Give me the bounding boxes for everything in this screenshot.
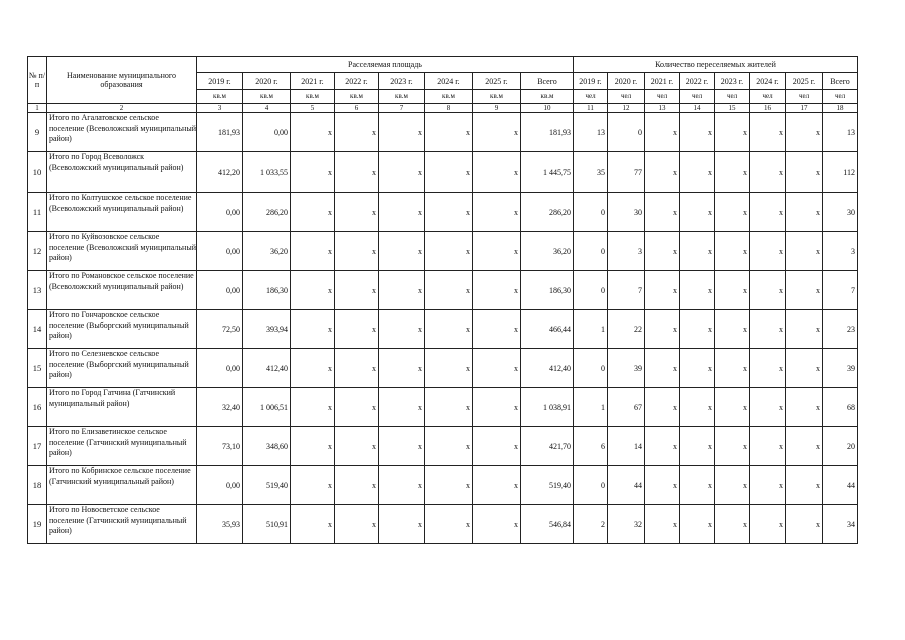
residents-value-cell: x	[750, 271, 786, 310]
residents-value-cell: 3	[608, 232, 645, 271]
residents-value-cell: x	[750, 466, 786, 505]
residents-value-cell: 32	[608, 505, 645, 544]
area-value-cell: 186,30	[243, 271, 291, 310]
area-value-cell: x	[379, 466, 425, 505]
residents-value-cell: x	[645, 427, 680, 466]
municipality-name: Итого по Елизаветинское сельское поселение (Гатчинский муниципальный район)	[47, 427, 197, 466]
area-value-cell: x	[425, 271, 473, 310]
residents-value-cell: x	[715, 193, 750, 232]
residents-total-cell: 7	[823, 271, 858, 310]
residents-total-cell: 68	[823, 388, 858, 427]
column-number-cell: 12	[608, 104, 645, 113]
residents-value-cell: 67	[608, 388, 645, 427]
residents-value-cell: x	[645, 388, 680, 427]
area-total-cell: 181,93	[521, 113, 574, 152]
area-value-cell: x	[425, 349, 473, 388]
area-year-header: 2023 г.	[379, 73, 425, 90]
area-value-cell: x	[291, 193, 335, 232]
municipality-name: Итого по Куйвозовское сельское поселение (Всеволожский муниципальный район)	[47, 232, 197, 271]
area-value-cell: 412,20	[197, 152, 243, 193]
municipality-name: Итого по Романовское сельское поселение (Всеволожский муниципальный район)	[47, 271, 197, 310]
residents-value-cell: 14	[608, 427, 645, 466]
residents-value-cell: x	[786, 427, 823, 466]
report-page	[27, 56, 858, 544]
residents-year-header: 2022 г.	[680, 73, 715, 90]
table-row	[28, 232, 858, 271]
residents-unit-cell: чел	[750, 90, 786, 104]
municipality-name: Итого по Гончаровское сельское поселение (Выборгский муниципальный район)	[47, 310, 197, 349]
area-year-header: Всего	[521, 73, 574, 90]
residents-value-cell: 30	[608, 193, 645, 232]
area-value-cell: x	[473, 427, 521, 466]
residents-value-cell: x	[680, 152, 715, 193]
residents-value-cell: 0	[608, 113, 645, 152]
residents-total-cell: 30	[823, 193, 858, 232]
residents-total-cell: 34	[823, 505, 858, 544]
area-value-cell: x	[379, 349, 425, 388]
area-value-cell: x	[291, 466, 335, 505]
area-value-cell: 72,50	[197, 310, 243, 349]
table-row	[28, 505, 858, 544]
table-row	[28, 152, 858, 193]
residents-value-cell: x	[750, 193, 786, 232]
row-number: 10	[28, 152, 47, 193]
row-number: 11	[28, 193, 47, 232]
residents-value-cell: x	[750, 349, 786, 388]
area-value-cell: x	[473, 232, 521, 271]
residents-total-cell: 44	[823, 466, 858, 505]
municipality-name: Итого по Агалатовское сельское поселение (Всеволожский муниципальный район)	[47, 113, 197, 152]
area-value-cell: 348,60	[243, 427, 291, 466]
area-value-cell: 0,00	[197, 193, 243, 232]
residents-total-cell: 3	[823, 232, 858, 271]
residents-value-cell: x	[750, 310, 786, 349]
residents-value-cell: x	[715, 271, 750, 310]
residents-value-cell: 1	[574, 388, 608, 427]
residents-unit-cell: чел	[608, 90, 645, 104]
area-total-cell: 421,70	[521, 427, 574, 466]
area-unit-cell: кв.м	[243, 90, 291, 104]
area-group-header: Расселяемая площадь	[197, 57, 574, 73]
residents-value-cell: 6	[574, 427, 608, 466]
col-number-header: № п/п	[28, 57, 47, 104]
column-number-cell: 9	[473, 104, 521, 113]
area-value-cell: x	[291, 271, 335, 310]
table-row	[28, 466, 858, 505]
area-value-cell: 0,00	[243, 113, 291, 152]
area-value-cell: x	[473, 388, 521, 427]
residents-value-cell: x	[645, 193, 680, 232]
area-total-cell: 466,44	[521, 310, 574, 349]
area-value-cell: x	[473, 271, 521, 310]
area-value-cell: x	[379, 152, 425, 193]
area-value-cell: x	[335, 271, 379, 310]
area-value-cell: x	[291, 427, 335, 466]
row-number: 12	[28, 232, 47, 271]
residents-value-cell: x	[645, 466, 680, 505]
residents-value-cell: x	[786, 310, 823, 349]
area-value-cell: 0,00	[197, 232, 243, 271]
area-value-cell: 0,00	[197, 349, 243, 388]
column-number-cell: 13	[645, 104, 680, 113]
residents-value-cell: x	[786, 113, 823, 152]
residents-value-cell: 77	[608, 152, 645, 193]
area-value-cell: x	[473, 505, 521, 544]
area-value-cell: x	[335, 427, 379, 466]
area-total-cell: 519,40	[521, 466, 574, 505]
area-value-cell: x	[473, 310, 521, 349]
area-unit-cell: кв.м	[425, 90, 473, 104]
area-total-cell: 412,40	[521, 349, 574, 388]
residents-value-cell: 44	[608, 466, 645, 505]
area-value-cell: x	[379, 505, 425, 544]
residents-value-cell: x	[750, 113, 786, 152]
residents-value-cell: 0	[574, 271, 608, 310]
column-number-cell: 10	[521, 104, 574, 113]
column-number-cell: 16	[750, 104, 786, 113]
column-number-cell: 4	[243, 104, 291, 113]
area-value-cell: x	[335, 310, 379, 349]
residents-value-cell: 35	[574, 152, 608, 193]
area-value-cell: x	[335, 388, 379, 427]
residents-value-cell: x	[715, 505, 750, 544]
area-value-cell: x	[425, 427, 473, 466]
area-total-cell: 36,20	[521, 232, 574, 271]
area-value-cell: 36,20	[243, 232, 291, 271]
residents-total-cell: 20	[823, 427, 858, 466]
residents-value-cell: x	[645, 271, 680, 310]
area-value-cell: 32,40	[197, 388, 243, 427]
residents-value-cell: x	[786, 232, 823, 271]
area-value-cell: x	[291, 113, 335, 152]
column-number-cell: 3	[197, 104, 243, 113]
area-value-cell: x	[379, 232, 425, 271]
table-row	[28, 310, 858, 349]
residents-group-header: Количество переселяемых жителей	[574, 57, 858, 73]
area-value-cell: 181,93	[197, 113, 243, 152]
area-value-cell: 412,40	[243, 349, 291, 388]
municipality-name: Итого по Кобринское сельское поселение (Гатчинский муниципальный район)	[47, 466, 197, 505]
column-number-cell: 11	[574, 104, 608, 113]
area-value-cell: x	[379, 427, 425, 466]
area-total-cell: 186,30	[521, 271, 574, 310]
residents-value-cell: x	[715, 232, 750, 271]
residents-value-cell: x	[715, 427, 750, 466]
area-value-cell: 519,40	[243, 466, 291, 505]
residents-value-cell: x	[786, 466, 823, 505]
area-total-cell: 1 038,91	[521, 388, 574, 427]
area-year-header: 2021 г.	[291, 73, 335, 90]
residents-value-cell: x	[715, 388, 750, 427]
area-value-cell: x	[379, 388, 425, 427]
area-value-cell: x	[425, 388, 473, 427]
table-row	[28, 427, 858, 466]
residents-value-cell: x	[645, 349, 680, 388]
residents-value-cell: x	[750, 232, 786, 271]
residents-total-cell: 13	[823, 113, 858, 152]
area-value-cell: 0,00	[197, 466, 243, 505]
residents-value-cell: x	[680, 388, 715, 427]
area-value-cell: x	[335, 152, 379, 193]
area-value-cell: x	[473, 466, 521, 505]
residents-value-cell: 13	[574, 113, 608, 152]
row-number: 9	[28, 113, 47, 152]
residents-value-cell: x	[680, 505, 715, 544]
residents-value-cell: x	[715, 349, 750, 388]
row-number: 17	[28, 427, 47, 466]
municipality-name: Итого по Колтушское сельское поселение (Всеволожский муниципальный район)	[47, 193, 197, 232]
area-unit-cell: кв.м	[335, 90, 379, 104]
residents-value-cell: x	[786, 388, 823, 427]
area-total-cell: 286,20	[521, 193, 574, 232]
area-value-cell: x	[425, 193, 473, 232]
column-number-cell: 2	[47, 104, 197, 113]
column-number-cell: 15	[715, 104, 750, 113]
area-value-cell: x	[335, 349, 379, 388]
residents-value-cell: x	[680, 193, 715, 232]
residents-total-cell: 39	[823, 349, 858, 388]
area-value-cell: x	[379, 193, 425, 232]
area-value-cell: x	[291, 505, 335, 544]
row-number: 13	[28, 271, 47, 310]
area-value-cell: x	[291, 232, 335, 271]
area-year-header: 2025 г.	[473, 73, 521, 90]
area-value-cell: x	[425, 152, 473, 193]
area-value-cell: x	[425, 466, 473, 505]
column-number-cell: 5	[291, 104, 335, 113]
residents-value-cell: x	[715, 466, 750, 505]
residents-unit-cell: чел	[645, 90, 680, 104]
area-value-cell: x	[473, 152, 521, 193]
residents-value-cell: x	[715, 152, 750, 193]
residents-total-cell: 23	[823, 310, 858, 349]
area-value-cell: 286,20	[243, 193, 291, 232]
residents-value-cell: x	[680, 271, 715, 310]
residents-value-cell: x	[680, 349, 715, 388]
residents-value-cell: x	[680, 310, 715, 349]
area-unit-cell: кв.м	[521, 90, 574, 104]
residents-value-cell: x	[786, 349, 823, 388]
table-row	[28, 193, 858, 232]
area-value-cell: x	[425, 113, 473, 152]
residents-year-header: 2020 г.	[608, 73, 645, 90]
residents-value-cell: x	[645, 232, 680, 271]
area-value-cell: 393,94	[243, 310, 291, 349]
area-year-header: 2022 г.	[335, 73, 379, 90]
area-value-cell: x	[291, 152, 335, 193]
residents-year-header: 2023 г.	[715, 73, 750, 90]
residents-value-cell: x	[786, 152, 823, 193]
residents-value-cell: 7	[608, 271, 645, 310]
table-row	[28, 349, 858, 388]
residents-value-cell: x	[645, 505, 680, 544]
residents-value-cell: 0	[574, 466, 608, 505]
area-unit-cell: кв.м	[291, 90, 335, 104]
residents-value-cell: x	[750, 427, 786, 466]
residents-value-cell: x	[786, 193, 823, 232]
area-value-cell: x	[473, 113, 521, 152]
residents-unit-cell: чел	[823, 90, 858, 104]
area-value-cell: x	[291, 388, 335, 427]
area-year-header: 2024 г.	[425, 73, 473, 90]
col-name-header: Наименование муниципального образования	[47, 57, 197, 104]
residents-value-cell: x	[715, 113, 750, 152]
residents-year-header: 2021 г.	[645, 73, 680, 90]
area-value-cell: x	[425, 505, 473, 544]
area-value-cell: x	[335, 113, 379, 152]
residents-year-header: 2024 г.	[750, 73, 786, 90]
residents-value-cell: 0	[574, 232, 608, 271]
residents-value-cell: 39	[608, 349, 645, 388]
area-unit-cell: кв.м	[473, 90, 521, 104]
residents-value-cell: x	[680, 427, 715, 466]
residents-value-cell: x	[750, 505, 786, 544]
resettlement-table	[27, 56, 858, 544]
area-unit-cell: кв.м	[197, 90, 243, 104]
residents-value-cell: 1	[574, 310, 608, 349]
residents-value-cell: x	[750, 152, 786, 193]
area-value-cell: x	[473, 349, 521, 388]
residents-year-header: 2025 г.	[786, 73, 823, 90]
residents-year-header: 2019 г.	[574, 73, 608, 90]
residents-unit-cell: чел	[574, 90, 608, 104]
residents-unit-cell: чел	[715, 90, 750, 104]
table-row	[28, 388, 858, 427]
area-value-cell: x	[473, 193, 521, 232]
residents-value-cell: x	[680, 466, 715, 505]
area-value-cell: 1 033,55	[243, 152, 291, 193]
area-value-cell: x	[335, 193, 379, 232]
row-number: 15	[28, 349, 47, 388]
municipality-name: Итого по Город Всеволожск (Всеволожский муниципальный район)	[47, 152, 197, 193]
residents-value-cell: x	[680, 232, 715, 271]
residents-unit-cell: чел	[680, 90, 715, 104]
table-row	[28, 113, 858, 152]
residents-value-cell: 0	[574, 193, 608, 232]
residents-total-cell: 112	[823, 152, 858, 193]
column-number-cell: 18	[823, 104, 858, 113]
area-value-cell: 35,93	[197, 505, 243, 544]
area-value-cell: 510,91	[243, 505, 291, 544]
column-number-cell: 7	[379, 104, 425, 113]
residents-value-cell: x	[786, 271, 823, 310]
municipality-name: Итого по Селезневское сельское поселение (Выборгский муниципальный район)	[47, 349, 197, 388]
column-number-cell: 6	[335, 104, 379, 113]
row-number: 14	[28, 310, 47, 349]
area-year-header: 2020 г.	[243, 73, 291, 90]
area-total-cell: 1 445,75	[521, 152, 574, 193]
area-value-cell: x	[379, 113, 425, 152]
row-number: 19	[28, 505, 47, 544]
row-number: 18	[28, 466, 47, 505]
table-row	[28, 271, 858, 310]
column-number-cell: 1	[28, 104, 47, 113]
area-unit-cell: кв.м	[379, 90, 425, 104]
area-value-cell: x	[335, 505, 379, 544]
residents-year-header: Всего	[823, 73, 858, 90]
residents-value-cell: 2	[574, 505, 608, 544]
area-value-cell: x	[425, 310, 473, 349]
residents-value-cell: 0	[574, 349, 608, 388]
residents-value-cell: x	[750, 388, 786, 427]
column-number-cell: 14	[680, 104, 715, 113]
residents-value-cell: x	[680, 113, 715, 152]
residents-value-cell: x	[645, 152, 680, 193]
row-number: 16	[28, 388, 47, 427]
municipality-name: Итого по Город Гатчина (Гатчинский муниципальный район)	[47, 388, 197, 427]
area-value-cell: x	[335, 466, 379, 505]
column-number-cell: 8	[425, 104, 473, 113]
area-value-cell: x	[291, 349, 335, 388]
area-value-cell: x	[291, 310, 335, 349]
residents-value-cell: x	[645, 310, 680, 349]
residents-unit-cell: чел	[786, 90, 823, 104]
area-value-cell: 73,10	[197, 427, 243, 466]
area-year-header: 2019 г.	[197, 73, 243, 90]
area-value-cell: x	[335, 232, 379, 271]
area-value-cell: x	[379, 271, 425, 310]
area-value-cell: x	[379, 310, 425, 349]
residents-value-cell: x	[645, 113, 680, 152]
residents-value-cell: x	[786, 505, 823, 544]
area-value-cell: x	[425, 232, 473, 271]
area-value-cell: 0,00	[197, 271, 243, 310]
column-number-cell: 17	[786, 104, 823, 113]
area-total-cell: 546,84	[521, 505, 574, 544]
area-value-cell: 1 006,51	[243, 388, 291, 427]
residents-value-cell: x	[715, 310, 750, 349]
municipality-name: Итого по Новосветское сельское поселение (Гатчинский муниципальный район)	[47, 505, 197, 544]
residents-value-cell: 22	[608, 310, 645, 349]
